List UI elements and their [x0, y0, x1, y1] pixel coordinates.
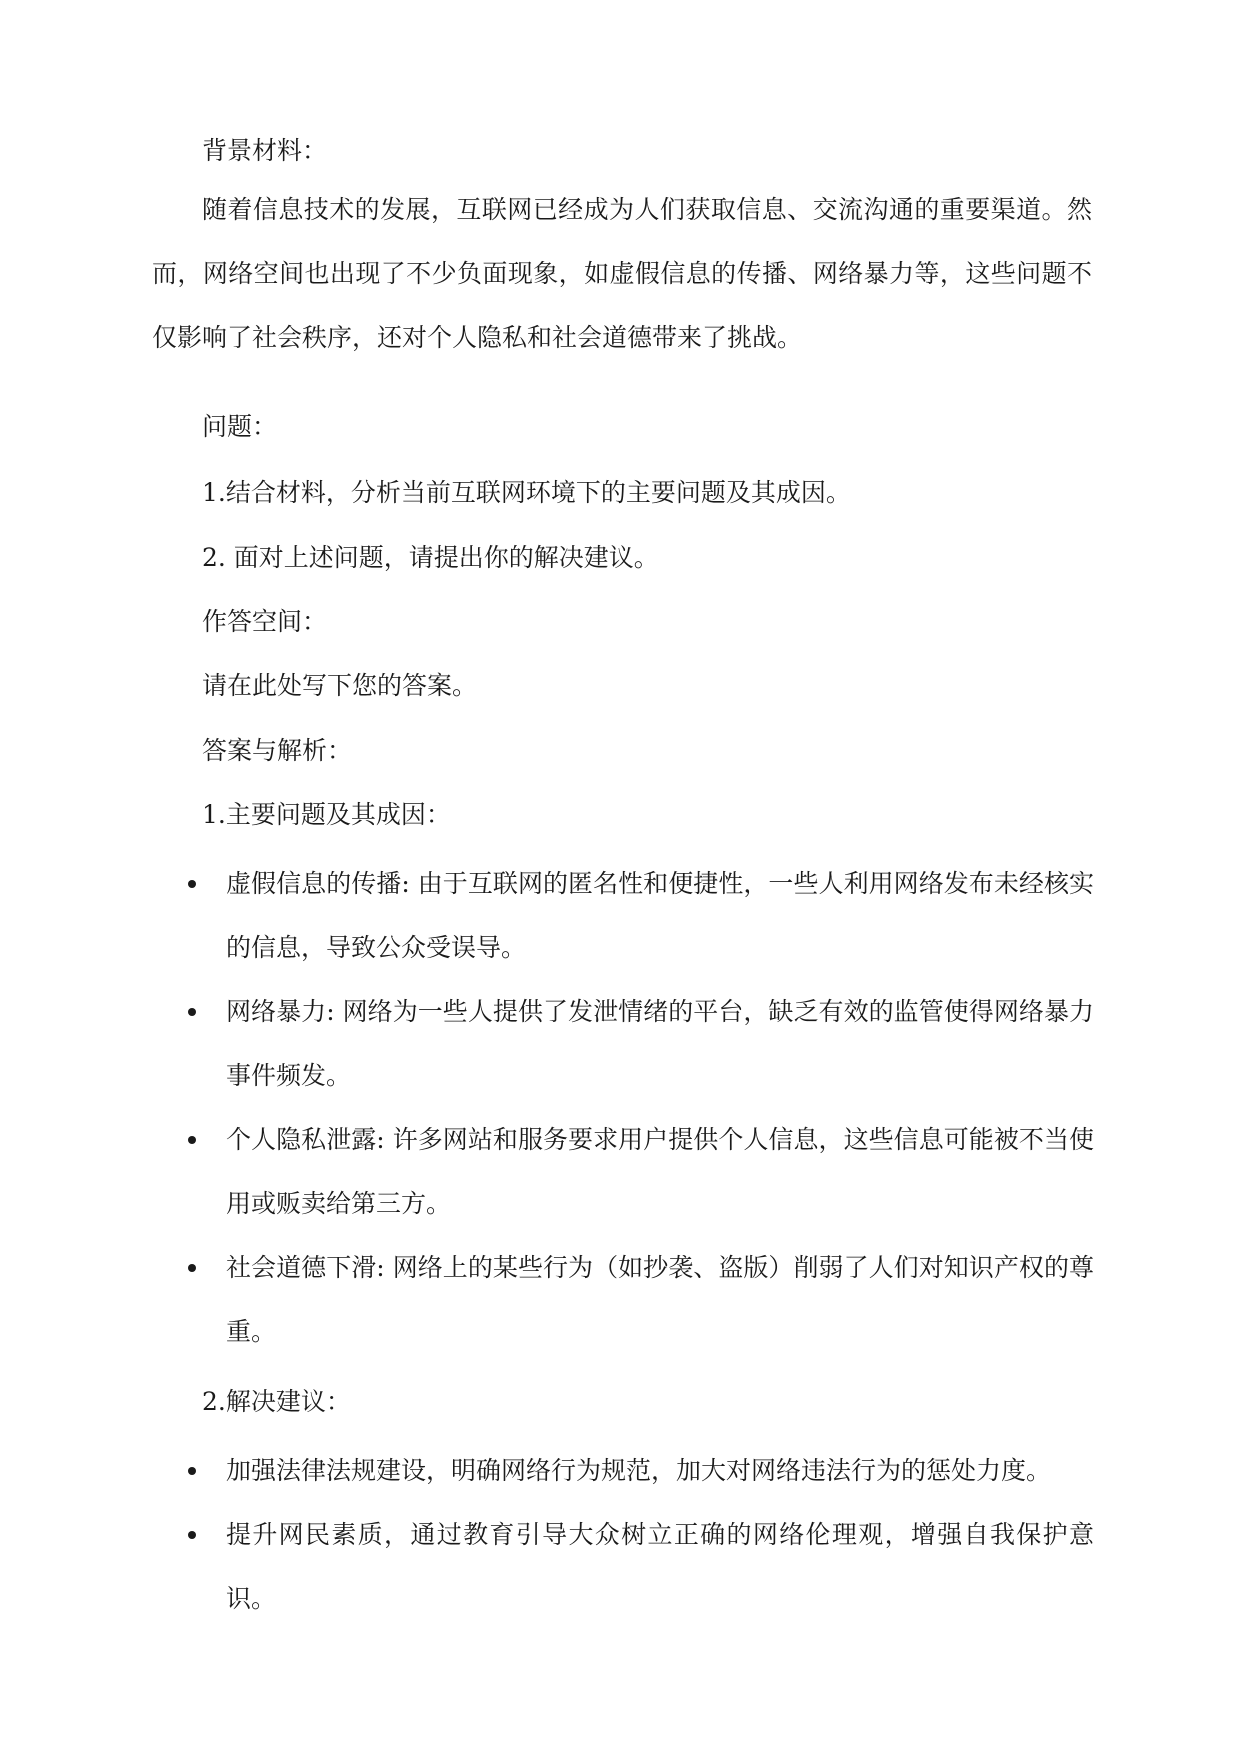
- list-item: 提升网民素质，通过教育引导大众树立正确的网络伦理观，增强自我保护意识。: [226, 1520, 1094, 1613]
- analysis-heading: 答案与解析：: [202, 736, 353, 765]
- question-2: 2. 面对上述问题，请提出你的解决建议。: [202, 543, 659, 572]
- questions-heading: 问题：: [202, 412, 278, 441]
- section-1-heading: 1.主要问题及其成因：: [202, 800, 451, 829]
- question-1: 1.结合材料，分析当前互联网环境下的主要问题及其成因。: [202, 478, 851, 507]
- list-item: 加强法律法规建设，明确网络行为规范，加大对网络违法行为的惩处力度。: [226, 1456, 1052, 1485]
- answer-space-heading: 作答空间：: [202, 607, 328, 636]
- section-2-heading: 2.解决建议：: [202, 1387, 351, 1416]
- bullet-dot: [188, 1531, 196, 1539]
- list-item: 个人隐私泄露: 许多网站和服务要求用户提供个人信息，这些信息可能被不当使用或贩卖给第三方。: [226, 1125, 1094, 1218]
- list-item: 网络暴力: 网络为一些人提供了发泄情绪的平台，缺乏有效的监管使得网络暴力事件频发。: [226, 997, 1094, 1090]
- background-heading: 背景材料：: [202, 136, 328, 165]
- list-item: 虚假信息的传播: 由于互联网的匿名性和便捷性，一些人利用网络发布未经核实的信息，导致公众受误导。: [226, 869, 1094, 962]
- bullet-dot: [188, 1467, 196, 1475]
- bullet-dot: [188, 1008, 196, 1016]
- background-paragraph: 随着信息技术的发展，互联网已经成为人们获取信息、交流沟通的重要渠道。然而，网络空间也出现了不少负面现象，如虚假信息的传播、网络暴力等，这些问题不仅影响了社会秩序，还对个人隐私和社会道德带来了挑战。: [152, 195, 1092, 352]
- list-item: 社会道德下滑: 网络上的某些行为（如抄袭、盗版）削弱了人们对知识产权的尊重。: [226, 1253, 1094, 1346]
- bullet-dot: [188, 880, 196, 888]
- bullet-dot: [188, 1264, 196, 1272]
- bullet-dot: [188, 1136, 196, 1144]
- answer-space-prompt: 请在此处写下您的答案。: [202, 671, 478, 700]
